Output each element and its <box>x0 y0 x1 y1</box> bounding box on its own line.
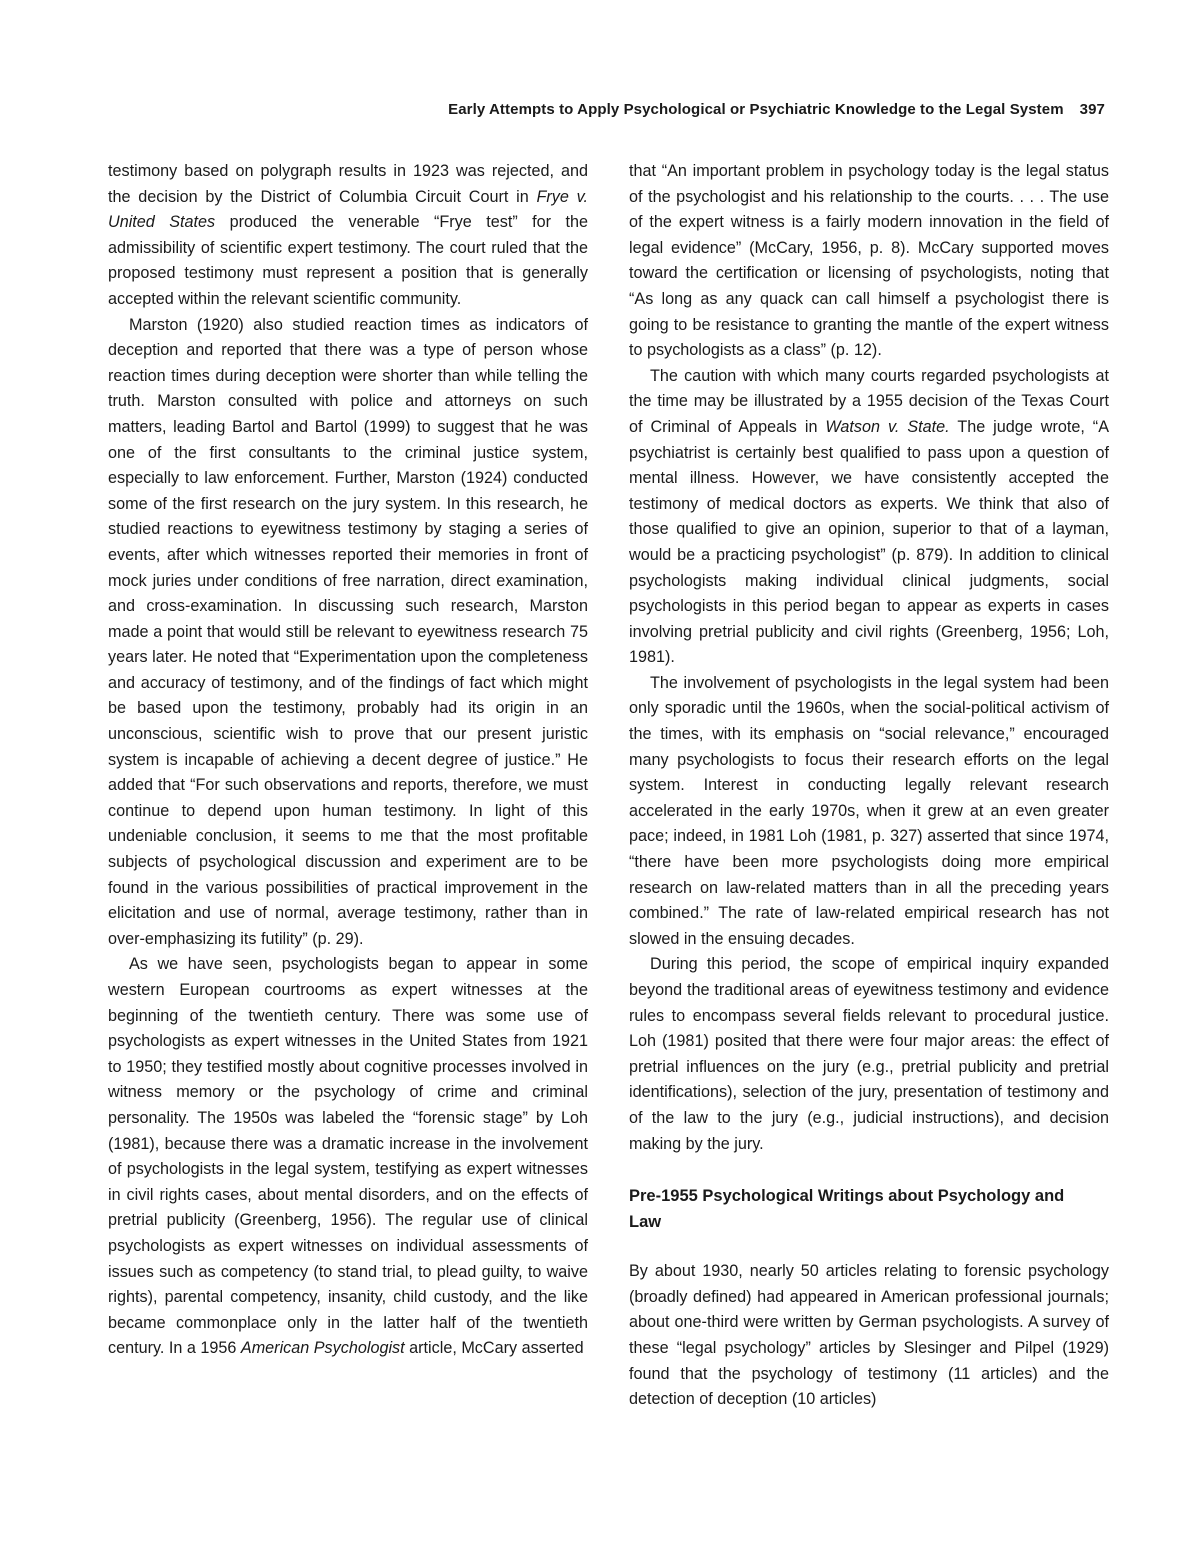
section-heading: Pre-1955 Psychological Writings about Psychology and Law <box>629 1187 1065 1232</box>
case-citation-frye: Frye v. United States <box>108 187 588 232</box>
text-run: article, McCary asserted <box>404 1339 584 1358</box>
right-paragraph-2 <box>629 364 1109 671</box>
text-run: The judge wrote, “A psychiatrist is certainly best qualified to pass upon a question of mental illness. However, we have consistently accepted the testimony of medical doctors as experts. We think that also of those qualified to give an opinion, superior to that of a layman, would be a practicing psychologist” (p. 879). In addition to clinical psychologists making individual clinical judgments, social psychologists in this period began to appear as experts in cases involving pretrial publicity and civil rights (Greenberg, 1956; Loh, 1981). <box>629 417 1109 667</box>
journal-title: American Psychologist <box>240 1339 405 1358</box>
right-paragraph-1: that “An important problem in psychology today is the legal status of the psychologist and his relationship to the courts. . . . The use of the expert witness is a fairly modern innovation in the field of legal evidence” (McCary, 1956, p. 8). McCary supported moves toward the certification or licensing of psychologists, noting that “As long as any quack can call himself a psychologist there is going to be resistance to granting the mantle of the expert witness to psychologists as a class” (p. 12). <box>629 162 1109 360</box>
text-run: The caution with which many courts regarded psychologists at the time may be illustrated by a 1955 decision of the Texas Court of Criminal of Appeals in <box>629 366 1109 436</box>
text-run: As we have seen, psychologists began to appear in some western European courtrooms as expert witnesses at the beginning of the twentieth century. There was some use of psychologists as expert witnesses in the United States from 1921 to 1950; they testified mostly about cognitive processes involved in witness memory or the psychology of crime and criminal personality. The 1950s was labeled the “forensic stage” by Loh (1981), because there was a dramatic increase in the involvement of psychologists in the legal system, testifying as expert witnesses in civil rights cases, about mental disorders, and on the effects of pretrial publicity (Greenberg, 1956). The regular use of clinical psychologists as expert witnesses on individual assessments of issues such as competency (to stand trial, to plead guilty, to waive rights), parental competency, insanity, child custody, and the like became commonplace only in the latter half of the twentieth century. In a 1956 <box>108 955 588 1358</box>
text-run: produced the venerable “Frye test” for the admissibility of scientific expert testimony. The court ruled that the proposed testimony must represent a position that is generally accepted within the relevant scientific community. <box>108 213 588 308</box>
text-run: testimony based on polygraph results in 1923 was rejected, and the decision by the District of Columbia Circuit Court in <box>108 162 588 206</box>
left-paragraph-3 <box>108 952 588 1362</box>
left-paragraph-2: Marston (1920) also studied reaction times as indicators of deception and reported that there was a type of person whose reaction times during deception were shorter than while telling the truth. Marston consulted with police and attorneys on such matters, leading Bartol and Bartol (1999) to suggest that he was one of the first consultants to the criminal justice system, especially to law enforcement. Further, Marston (1924) conducted some of the first research on the jury system. In this research, he studied reactions to eyewitness testimony by staging a series of events, after which witnesses reported their memories in front of mock juries under conditions of free narration, direct examination, and cross-examination. In discussing such research, Marston made a point that would still be relevant to eyewitness research 75 years later. He noted that “Experimentation upon the completeness and accuracy of testimony, and of the findings of fact which might be based upon the testimony, probably had its origin in an unconscious, scientific wish to prove that our present juristic system is incapable of achieving a decent degree of justice.” He added that “For such observations and reports, therefore, we must continue to depend upon human testimony. In light of this undeniable conclusion, it seems to me that the most profitable subjects of psychological discussion and experiment are to be found in the various possibilities of practical improvement in the elicitation and use of normal, average testimony, rather than in over-emphasizing its futility” (p. 29). <box>108 315 588 948</box>
left-paragraph-1 <box>108 159 588 313</box>
page-number: 397 <box>1079 101 1105 118</box>
left-column <box>108 159 588 1362</box>
right-column <box>629 159 1109 1413</box>
right-paragraph-3: The involvement of psychologists in the legal system had been only sporadic until the 1960s, when the social-political activism of the times, with its emphasis on “social relevance,” encouraged many psychologists to focus their research efforts on the legal system. Interest in conducting legally relevant research accelerated in the early 1970s, when it grew at an even greater pace; indeed, in 1981 Loh (1981, p. 327) asserted that since 1974, “there have been more psychologists doing more empirical research on law-related matters than in all the preceding years combined.” The rate of law-related empirical research has not slowed in the ensuing decades. <box>629 673 1109 948</box>
case-citation-watson: Watson v. State. <box>825 417 950 436</box>
right-paragraph-4: During this period, the scope of empirical inquiry expanded beyond the traditional areas of eyewitness testimony and evidence rules to encompass several fields relevant to procedural justice. Loh (1981) posited that there were four major areas: the effect of pretrial influences on the jury (e.g., pretrial publicity and pretrial identifications), selection of the jury, presentation of testimony and of the law to the jury (e.g., judicial instructions), and decision making by the jury. <box>629 955 1109 1153</box>
right-paragraph-5: By about 1930, nearly 50 articles relating to forensic psychology (broadly defined) had appeared in American professional journals; about one-third were written by German psychologists. A survey of these “legal psychology” articles by Slesinger and Pilpel (1929) found that the psychology of testimony (11 articles) and the detection of deception (10 articles) <box>629 1262 1109 1409</box>
running-head <box>380 101 1105 118</box>
running-head-title: Early Attempts to Apply Psychological or Psychiatric Knowledge to the Legal System <box>448 101 1064 118</box>
